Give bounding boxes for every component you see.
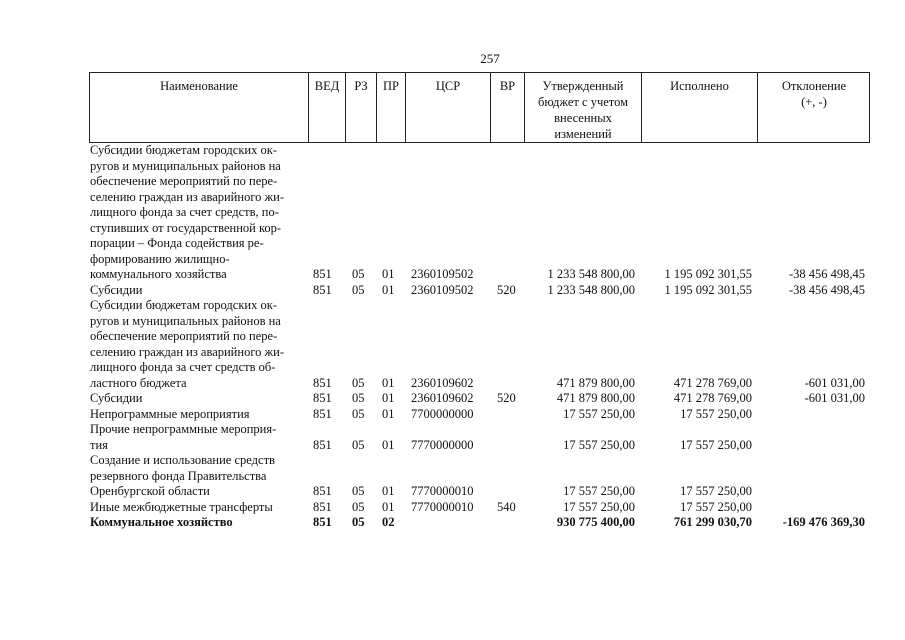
row-name-line: порации – Фонда содействия ре- — [90, 236, 264, 250]
table-row — [0, 143, 905, 283]
row-approved: 471 879 800,00 — [556, 375, 635, 390]
row-name-line: Иные межбюджетные трансферты — [90, 499, 273, 514]
row-name — [90, 143, 308, 283]
row-name — [90, 500, 308, 516]
row-name — [90, 298, 308, 391]
row-executed: 17 557 250,00 — [680, 484, 752, 498]
header-deviation-line: (+, -) — [801, 95, 827, 109]
table-row — [0, 500, 905, 516]
header-deviation — [758, 78, 870, 110]
row-pr: 01 — [382, 406, 395, 421]
header-executed: Исполнено — [670, 79, 729, 93]
header-name: Наименование — [160, 79, 238, 93]
row-ved: 851 — [313, 406, 332, 421]
row-name-line: Субсидии бюджетам городских ок- — [90, 298, 277, 312]
header-deviation-line: Отклонение — [781, 79, 847, 93]
row-name-line: обеспечение мероприятий по пере- — [90, 174, 278, 188]
row-vr: 520 — [497, 282, 516, 297]
row-pr: 01 — [382, 499, 395, 514]
row-name-line: Субсидии — [90, 282, 143, 297]
row-name-line: Непрограммные мероприятия — [90, 406, 250, 421]
row-name-line: Оренбургской области — [90, 484, 210, 498]
row-csr: 7770000010 — [411, 499, 474, 514]
table-row — [0, 422, 905, 453]
row-executed: 17 557 250,00 — [680, 437, 752, 452]
row-deviation: -601 031,00 — [804, 391, 865, 405]
row-rz: 05 — [352, 267, 365, 281]
row-name-line: ступивших от государственной кор- — [90, 220, 282, 235]
row-name-line: селению граждан из аварийного жи- — [90, 344, 284, 359]
row-name-line: Субсидии бюджетам городских ок- — [90, 143, 277, 157]
row-ved: 851 — [313, 391, 332, 405]
row-csr: 2360109502 — [411, 282, 474, 297]
row-ved: 851 — [313, 282, 332, 297]
row-ved: 851 — [313, 437, 332, 452]
row-name — [90, 515, 308, 531]
row-csr: 2360109602 — [411, 375, 474, 390]
row-pr: 01 — [382, 484, 395, 498]
table-row — [0, 298, 905, 391]
row-executed: 761 299 030,70 — [673, 515, 752, 529]
row-name-line: коммунального хозяйства — [90, 267, 227, 281]
row-executed: 471 278 769,00 — [673, 375, 752, 390]
row-name-line: лищного фонда за счет средств, по- — [90, 205, 279, 219]
header-ved: ВЕД — [314, 79, 340, 93]
row-ved: 851 — [313, 484, 332, 498]
row-pr: 01 — [382, 391, 395, 405]
row-deviation: -38 456 498,45 — [788, 282, 865, 297]
row-name-line: лищного фонда за счет средств об- — [90, 360, 276, 374]
row-approved: 17 557 250,00 — [563, 406, 635, 421]
row-name-line: формированию жилищно- — [90, 251, 230, 266]
row-vr: 540 — [497, 499, 516, 514]
row-ved: 851 — [313, 267, 332, 281]
header-approved — [525, 78, 641, 142]
row-name-line: Создание и использование средств — [90, 453, 275, 467]
row-pr: 01 — [382, 282, 395, 297]
header-csr: ЦСР — [435, 79, 461, 93]
row-approved: 17 557 250,00 — [563, 437, 635, 452]
row-approved: 1 233 548 800,00 — [547, 282, 635, 297]
table-row — [0, 407, 905, 423]
row-csr: 7770000000 — [411, 437, 474, 452]
row-ved: 851 — [313, 499, 332, 514]
header-vr: ВР — [499, 79, 516, 93]
row-pr: 01 — [382, 375, 395, 390]
row-executed: 1 195 092 301,55 — [664, 267, 752, 281]
row-name — [90, 422, 308, 453]
row-ved: 851 — [313, 515, 332, 529]
row-rz: 05 — [352, 499, 365, 514]
row-rz: 05 — [352, 391, 365, 405]
row-pr: 02 — [382, 515, 395, 529]
row-name-line: Коммунальное хозяйство — [90, 515, 233, 529]
row-rz: 05 — [352, 515, 365, 529]
row-executed: 471 278 769,00 — [673, 391, 752, 405]
row-csr: 2360109602 — [411, 391, 474, 405]
header-approved-line: Утвержденный — [542, 79, 624, 93]
row-approved: 1 233 548 800,00 — [547, 267, 635, 281]
table-row — [0, 283, 905, 299]
row-rz: 05 — [352, 406, 365, 421]
row-csr: 2360109502 — [411, 267, 474, 281]
header-pr: ПР — [383, 79, 399, 93]
row-pr: 01 — [382, 437, 395, 452]
row-name-line: резервного фонда Правительства — [90, 468, 267, 483]
row-name-line: ругов и муниципальных районов на — [90, 158, 281, 173]
table-row — [0, 453, 905, 500]
row-ved: 851 — [313, 375, 332, 390]
row-rz: 05 — [352, 282, 365, 297]
row-csr: 7700000000 — [411, 406, 474, 421]
row-rz: 05 — [352, 437, 365, 452]
row-csr: 7770000010 — [411, 484, 474, 498]
row-name — [90, 407, 308, 423]
row-rz: 05 — [352, 484, 365, 498]
row-approved: 930 775 400,00 — [556, 515, 635, 529]
header-approved-line: изменений — [554, 127, 612, 141]
row-name-line: обеспечение мероприятий по пере- — [90, 329, 278, 343]
row-name-line: Прочие непрограммные мероприя- — [90, 422, 277, 436]
row-name-line: тия — [90, 437, 108, 452]
row-vr: 520 — [497, 391, 516, 405]
row-deviation: -38 456 498,45 — [788, 267, 865, 281]
row-rz: 05 — [352, 375, 365, 390]
row-name — [90, 453, 308, 500]
row-approved: 17 557 250,00 — [563, 499, 635, 514]
row-name-line: ругов и муниципальных районов на — [90, 313, 281, 328]
row-pr: 01 — [382, 267, 395, 281]
header-approved-line: бюджет с учетом — [537, 95, 628, 109]
row-executed: 1 195 092 301,55 — [664, 282, 752, 297]
row-executed: 17 557 250,00 — [680, 499, 752, 514]
row-deviation: -601 031,00 — [804, 375, 865, 390]
row-name-line: Субсидии — [90, 391, 143, 405]
page-number: 257 — [480, 51, 500, 66]
row-executed: 17 557 250,00 — [680, 406, 752, 421]
row-approved: 17 557 250,00 — [563, 484, 635, 498]
table-row — [0, 515, 905, 531]
table-row — [0, 391, 905, 407]
row-approved: 471 879 800,00 — [556, 391, 635, 405]
row-name-line: ластного бюджета — [90, 375, 187, 390]
header-approved-line: внесенных — [554, 111, 612, 125]
row-name — [90, 391, 308, 407]
row-name — [90, 283, 308, 299]
row-name-line: селению граждан из аварийного жи- — [90, 189, 284, 204]
row-deviation: -169 476 369,30 — [782, 515, 865, 529]
header-rz: РЗ — [354, 79, 368, 93]
